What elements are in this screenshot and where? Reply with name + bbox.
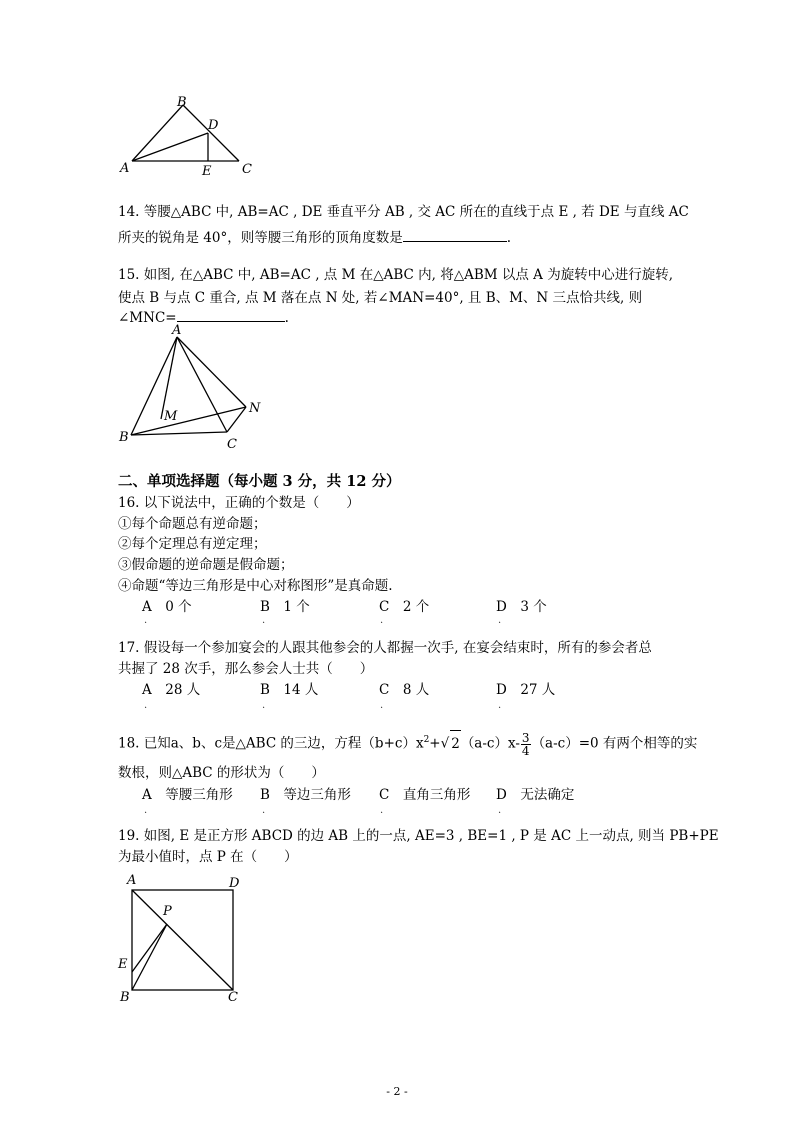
figure-triangle-abc-de (112, 94, 262, 179)
q16-item-1: ①每个命题总有逆命题； (118, 516, 267, 532)
q14-answer-blank (403, 227, 507, 242)
q14-line1: 14. 等腰△ABC 中, AB=AC , DE 垂直平分 AB , 交 AC 所在的直线于点 E , 若 DE 与直线 AC (118, 204, 689, 220)
segment-ep (132, 924, 167, 972)
label-c: C (228, 990, 238, 1005)
q15-line1: 15. 如图, 在△ABC 中, AB=AC , 点 M 在△ABC 内, 将△ABM 以点 A 为旋转中心进行旋转, (118, 267, 673, 283)
figure-rotation-triangle (112, 320, 272, 455)
q18-option-b: B 等边三角形 (260, 787, 351, 803)
q17-line1: 17. 假设每一个参加宴会的人跟其他参会的人都握一次手, 在宴会结束时，所有的参会者总 (118, 640, 652, 656)
label-b: B (119, 430, 129, 445)
dot-marker: . (498, 700, 502, 711)
q16-stem: 16. 以下说法中，正确的个数是（ ） (118, 495, 360, 511)
q19-line2: 为最小值时，点 P 在（ ） (118, 849, 298, 865)
segment-ad (132, 133, 208, 161)
label-d: D (208, 118, 219, 133)
q18-line1 (118, 727, 697, 757)
segment-bc (131, 432, 227, 435)
label-c: C (227, 437, 237, 452)
diagonal-ac (132, 890, 233, 990)
q16-option-d: D 3 个 (496, 599, 547, 615)
label-c: C (242, 162, 252, 177)
q18-part3: （a-c）x- (460, 735, 520, 752)
label-b: B (120, 990, 130, 1005)
dot-marker: . (380, 805, 384, 816)
label-n: N (249, 401, 261, 416)
q18-sqrt-sign: √ (440, 735, 450, 752)
q16-option-b: B 1 个 (260, 599, 310, 615)
q18-exponent: 2 (423, 735, 430, 745)
q16-item-4: ④命题“等边三角形是中心对称图形”是真命题. (118, 578, 393, 594)
q16-item-3: ③假命题的逆命题是假命题； (118, 557, 294, 573)
dot-marker: . (262, 615, 266, 626)
q18-part4: （a-c）=0 有两个相等的实 (531, 735, 698, 752)
q17-option-b: B 14 人 (260, 682, 319, 698)
q18-option-a: A 等腰三角形 (142, 787, 233, 803)
segment-am (161, 337, 177, 419)
q18-option-d: D 无法确定 (496, 787, 575, 803)
q17-option-a: A 28 人 (142, 682, 201, 698)
label-b: B (177, 95, 187, 110)
q15-line3-end: . (284, 310, 289, 326)
section2-heading: 二、单项选择题（每小题 3 分，共 12 分） (118, 473, 401, 490)
segment-bp (132, 924, 167, 990)
q18-line2: 数根，则△ABC 的形状为（ ） (118, 765, 325, 781)
q18-frac-den: 4 (521, 743, 530, 758)
label-d: D (229, 876, 240, 891)
dot-marker: . (144, 700, 148, 711)
segment-bn (131, 407, 246, 435)
dot-marker: . (380, 615, 384, 626)
q14-line2 (118, 227, 511, 247)
q18-fraction (521, 732, 531, 757)
label-e: E (118, 957, 128, 972)
page-number: - 2 - (386, 1085, 408, 1098)
label-p: P (163, 904, 172, 919)
segment-bc (183, 105, 239, 161)
q16-item-2: ②每个定理总有逆定理； (118, 536, 267, 552)
dot-marker: . (380, 700, 384, 711)
dot-marker: . (144, 615, 148, 626)
label-a: A (172, 323, 182, 338)
q16-option-a: A 0 个 (142, 599, 192, 615)
q18-sqrt-content: 2 (450, 730, 461, 757)
q17-line2: 共握了 28 次手，那么参会人士共（ ） (118, 661, 374, 677)
label-m: M (164, 409, 178, 424)
q14-line2-text: 所夹的锐角是 40°，则等腰三角形的顶角度数是 (118, 230, 403, 246)
q17-option-c: C 8 人 (379, 682, 430, 698)
q16-option-c: C 2 个 (379, 599, 430, 615)
q14-line2-end: . (506, 230, 512, 246)
dot-marker: . (498, 615, 502, 626)
q15-line2: 使点 B 与点 C 重合, 点 M 落在点 N 处, 若∠MAN=40°, 且 B、M、N 三点恰共线, 则 (118, 290, 643, 306)
segment-an (177, 337, 246, 407)
dot-marker: . (262, 805, 266, 816)
q15-line3-text: ∠MNC= (118, 310, 177, 326)
dot-marker: . (498, 805, 502, 816)
q18-part1: 18. 已知a、b、c是△ABC 的三边，方程（b+c）x (118, 735, 424, 752)
q18-part2: + (429, 735, 441, 752)
dot-marker: . (144, 805, 148, 816)
dot-marker: . (262, 700, 266, 711)
figure-square-abcd (112, 868, 252, 1008)
label-e: E (202, 164, 212, 179)
q18-frac-num: 3 (521, 730, 530, 745)
segment-ab (132, 105, 183, 161)
q17-option-d: D 27 人 (496, 682, 556, 698)
q18-option-c: C 直角三角形 (379, 787, 471, 803)
label-a: A (120, 161, 130, 176)
q19-line1: 19. 如图, E 是正方形 ABCD 的边 AB 上的一点, AE=3 , BE=1 , P 是 AC 上一动点, 则当 PB+PE (118, 828, 719, 844)
label-a: A (127, 873, 137, 888)
